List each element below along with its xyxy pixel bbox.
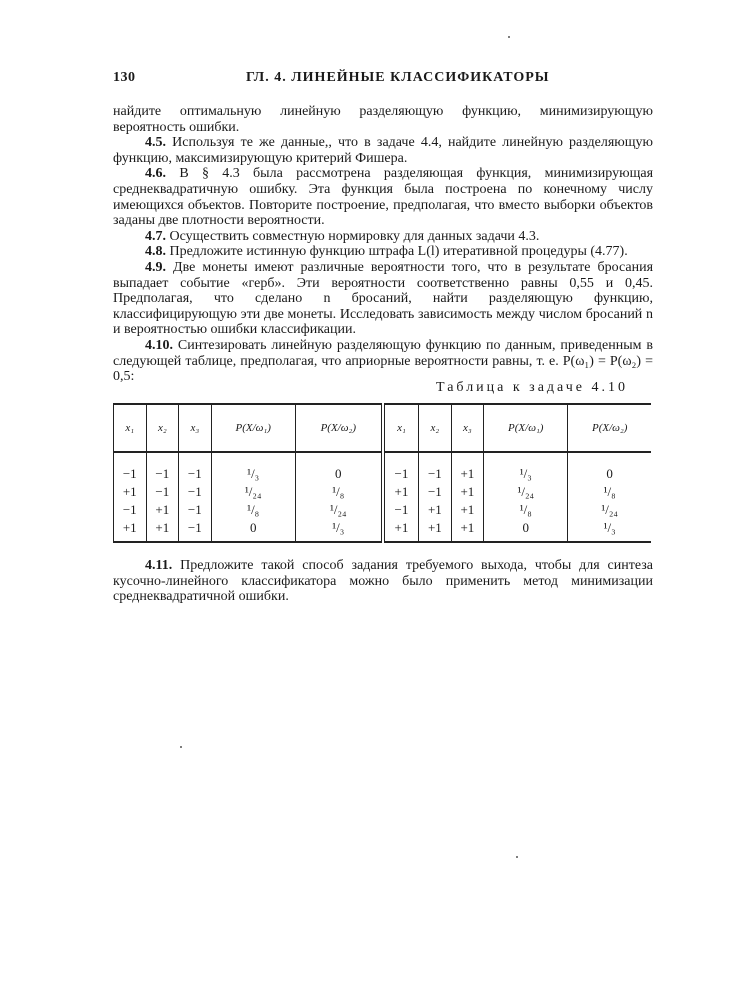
probability-table [113, 403, 651, 543]
table-cell: +1 [451, 501, 484, 519]
table-cell: −1 [419, 452, 452, 483]
print-speck [180, 746, 182, 748]
exercise-4-8 [113, 244, 653, 260]
table-cell: ¹/₃ [295, 519, 382, 542]
table-cell: +1 [146, 501, 179, 519]
table-cell: ¹/₂₄ [484, 483, 568, 501]
table-cell: +1 [383, 483, 419, 501]
exercise-number: 4.9. [145, 259, 166, 275]
paragraph-text: Используя те же данные,, что в задаче 4.4, найдите линейную разделяющую функцию, максимизирующую критерий Фишера. [113, 135, 653, 166]
table-cell: +1 [114, 519, 147, 542]
paragraph-text: Предложите истинную функцию штрафа L(l) итеративной процедуры (4.77). [169, 244, 628, 260]
exercise-continuation [113, 104, 653, 135]
exercise-4-9 [113, 260, 653, 338]
column-header: P(X/ω₂) [568, 404, 651, 452]
table-cell: ¹/₂₄ [601, 502, 618, 517]
table-cell: ¹/₂₄ [295, 501, 382, 519]
table-header-row [114, 404, 652, 452]
table-cell: −1 [114, 452, 147, 483]
paragraph-text: найдите оптимальную линейную разделяющую функцию, минимизирующую вероятность ошибки. [113, 104, 653, 135]
table-cell: −1 [383, 501, 419, 519]
print-speck [508, 36, 510, 38]
table-cell: −1 [146, 452, 179, 483]
table-cell: +1 [451, 483, 484, 501]
exercise-4-7 [113, 229, 653, 245]
table-cell: 0 [484, 519, 568, 542]
running-title: ГЛ. 4. ЛИНЕЙНЫЕ КЛАССИФИКАТОРЫ [246, 70, 550, 85]
table-cell: ¹/₈ [295, 483, 382, 501]
table-cell: 0 [211, 519, 295, 542]
column-header: x₃ [179, 404, 212, 452]
table-cell: +1 [419, 501, 452, 519]
table-cell: −1 [419, 483, 452, 501]
table-cell: +1 [419, 519, 452, 542]
table-cell: ¹/₃ [568, 519, 651, 542]
exercise-number: 4.8. [145, 244, 166, 260]
table-cell: ¹/₈ [484, 501, 568, 519]
table-cell: −1 [179, 483, 212, 501]
column-header: x₃ [451, 404, 484, 452]
table-row [114, 501, 652, 519]
table-cell: −1 [383, 452, 419, 483]
table-row [114, 483, 652, 501]
exercise-4-11 [113, 558, 653, 605]
column-header: x₂ [146, 404, 179, 452]
table-cell: −1 [114, 501, 147, 519]
table-cell: +1 [146, 519, 179, 542]
column-header: P(X/ω₁) [211, 404, 295, 452]
table-cell: 0 [606, 466, 613, 481]
table-cell: ¹/₈ [211, 501, 295, 519]
exercise-number: 4.7. [145, 228, 166, 244]
table-row [114, 452, 652, 483]
table-caption: Таблица к задаче 4.10 [436, 380, 628, 395]
table-cell: ¹/₈ [603, 484, 616, 499]
table-cell: −1 [146, 483, 179, 501]
exercise-number: 4.10. [145, 337, 173, 353]
table-cell: +1 [383, 519, 419, 542]
table-cell: ¹/₃ [211, 452, 295, 483]
paragraph-text: Две монеты имеют различные вероятности того, что в результате бросания выпадает событие «герб». Эти вероятности соответственно равны 0,55 и 0,45. Предполагая, что сделано n бросаний, найти разделяющую функцию, классифицирующую эти две монеты. Исследовать зависимость между числом бросаний n и вероятностью ошибки классификации. [113, 259, 654, 338]
table-cell: −1 [179, 501, 212, 519]
table-cell: 0 [295, 452, 382, 483]
table-cell: ¹/₂₄ [211, 483, 295, 501]
exercise-4-6 [113, 166, 653, 228]
table-row [114, 519, 652, 542]
exercise-number: 4.5. [145, 135, 166, 151]
page-number: 130 [113, 70, 136, 85]
exercise-4-10 [113, 338, 653, 385]
table-cell: −1 [179, 452, 212, 483]
table-cell: +1 [114, 483, 147, 501]
table-cell: +1 [451, 519, 484, 542]
exercise-list [113, 104, 653, 385]
table-cell: −1 [179, 519, 212, 542]
print-speck [516, 856, 518, 858]
exercise-number: 4.6. [145, 166, 166, 182]
paragraph-text: Осуществить совместную нормировку для данных задачи 4.3. [169, 228, 540, 244]
paragraph-text: Предложите такой способ задания требуемого выхода, чтобы для синтеза кусочно-линейного классификатора можно было применить метод минимизации среднеквадратичной ошибки. [113, 558, 653, 605]
column-header: P(X/ω₂) [295, 404, 382, 452]
paragraph-text: Синтезировать линейную разделяющую функцию по данным, приведенным в следующей таблице, предполагая, что априорные вероятности равны, т. е. P(ω₁) = P(ω₂) = 0,5: [113, 337, 653, 385]
column-header: x₁ [383, 404, 419, 452]
column-header: x₁ [114, 404, 147, 452]
exercise-number: 4.11. [145, 558, 173, 573]
exercise-4-5 [113, 135, 653, 166]
paragraph-text: В § 4.3 была рассмотрена разделяющая функция, минимизирующая среднеквадратичную ошибку. Эта функция была построена по конечному числу имеющихся объектов. Повторите построение, предполагая, что вместо выборки объектов заданы две плотности вероятности. [113, 166, 654, 229]
table-cell: +1 [451, 452, 484, 483]
column-header: x₂ [419, 404, 452, 452]
column-header: P(X/ω₁) [484, 404, 568, 452]
table-cell: ¹/₃ [484, 452, 568, 483]
